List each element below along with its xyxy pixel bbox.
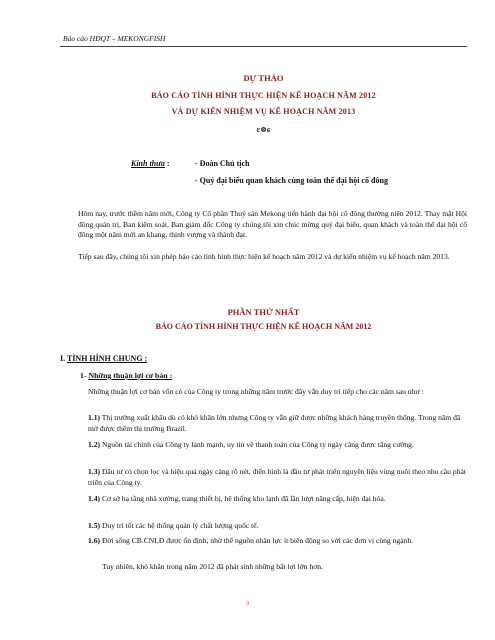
recipient-2: - Quý đại biểu quan khách cùng toàn thể đại hội cổ đông — [195, 176, 388, 185]
draft-label: DỰ THẢO — [243, 73, 284, 83]
greeting-word: Kính thưa — [131, 159, 165, 168]
closing-sentence: Tuy nhiên, khó khăn trong năm 2012 đã phát sinh những bất lợi lớn hơn. — [102, 562, 323, 571]
list-item — [88, 536, 467, 547]
list-item-number: 1.3) — [88, 467, 101, 476]
greeting-label — [131, 159, 170, 168]
section-title: TÌNH HÌNH CHUNG : — [66, 354, 148, 363]
list-item-number: 1.2) — [88, 440, 101, 449]
second-paragraph: Tiếp sau đây, chúng tôi xin phép báo cáo tình hình thực hiện kế hoạch năm 2012 và dự kiến nhiệm vụ kế hoạch năm 2013. — [78, 252, 450, 261]
page-number: 3 — [245, 600, 250, 607]
subsection-title: Những thuận lợi cơ bản : — [88, 371, 173, 380]
list-item-number: 1.6) — [88, 536, 101, 545]
list-item — [88, 413, 467, 434]
list-item-number: 1.1) — [88, 413, 101, 422]
list-item — [88, 494, 467, 505]
subsection-heading — [80, 371, 172, 380]
list-item — [88, 521, 467, 532]
list-item-text: Nguồn tài chính của Công ty lành mạnh, uy tín về thanh toán của Công ty ngày càng được tăng cường. — [101, 440, 414, 449]
report-title-line1: BÁO CÁO TÌNH HÌNH THỰC HIỆN KẾ HOẠCH NĂM 2012 — [151, 91, 376, 100]
list-item — [88, 467, 467, 488]
section-heading — [60, 354, 147, 363]
list-item-number: 1.5) — [88, 521, 101, 530]
list-item-text: Cơ sở hạ tầng nhà xưởng, trang thiết bị, hệ thống kho lạnh đã lần lượt nâng cấp, hiện đại hóa. — [101, 494, 386, 503]
list-item — [88, 440, 467, 451]
part-subtitle: BÁO CÁO TÌNH HÌNH THỰC HIỆN KẾ HOẠCH NĂM 2012 — [155, 322, 372, 331]
subsection-number: 1- — [80, 371, 87, 380]
subsection-intro: Những thuận lợi cơ bản vốn có của Công ty trong những năm trước đây vẫn duy trì tiếp cho các năm sau như : — [88, 387, 424, 396]
running-header: Báo cáo HĐQT – MEKONGFISH — [63, 34, 166, 43]
report-title-line2: VÀ DỰ KIẾN NHIỆM VỤ KẾ HOẠCH NĂM 2013 — [171, 107, 356, 116]
list-item-text: Duy trì tốt các hệ thống quản lý chất lượng quốc tế. — [101, 521, 259, 530]
list-item-number: 1.4) — [88, 494, 101, 503]
list-item-text: Thị trường xuất khẩu dù có khó khăn lớn nhưng Công ty vẫn giữ được những khách hàng truyền thống. Trong năm đã mở được thêm thị trường Brazil. — [88, 413, 461, 433]
part-title: PHẦN THỨ NHẤT — [227, 307, 300, 317]
list-item-text: Đầu tư có chọn lọc và hiệu quả ngày càng rõ nét, điển hình là đầu tư phát triển nguyên liệu vùng nuôi theo nhu cầu phát triển của Công ty. — [88, 467, 466, 487]
list-item-text: Đời sống CB.CNLĐ được ổn định, nhờ thế nguồn nhân lực ít biến động so với các đơn vị cùng ngành. — [101, 536, 414, 545]
greeting-colon: : — [166, 159, 170, 168]
header-rule — [60, 46, 467, 47]
opening-paragraph: Hôm nay, trước thềm năm mới, Công ty Cổ phần Thuỷ sản Mekong tiến hành đại hội cổ đông thường niên 2012. Thay mặt Hội đồng quản trị, Ban kiểm soát, Ban giám đốc Công ty chúng tôi xin chúc mừng quý đại biểu, quan khách và toàn thể đại hội cổ đông một năm mới an khang, thịnh vượng và thành đạt. — [78, 209, 467, 239]
section-number: I. — [60, 354, 66, 363]
ornament: ɛ⊗ɕ — [256, 125, 271, 134]
recipient-1: - Đoàn Chủ tịch — [195, 159, 250, 168]
